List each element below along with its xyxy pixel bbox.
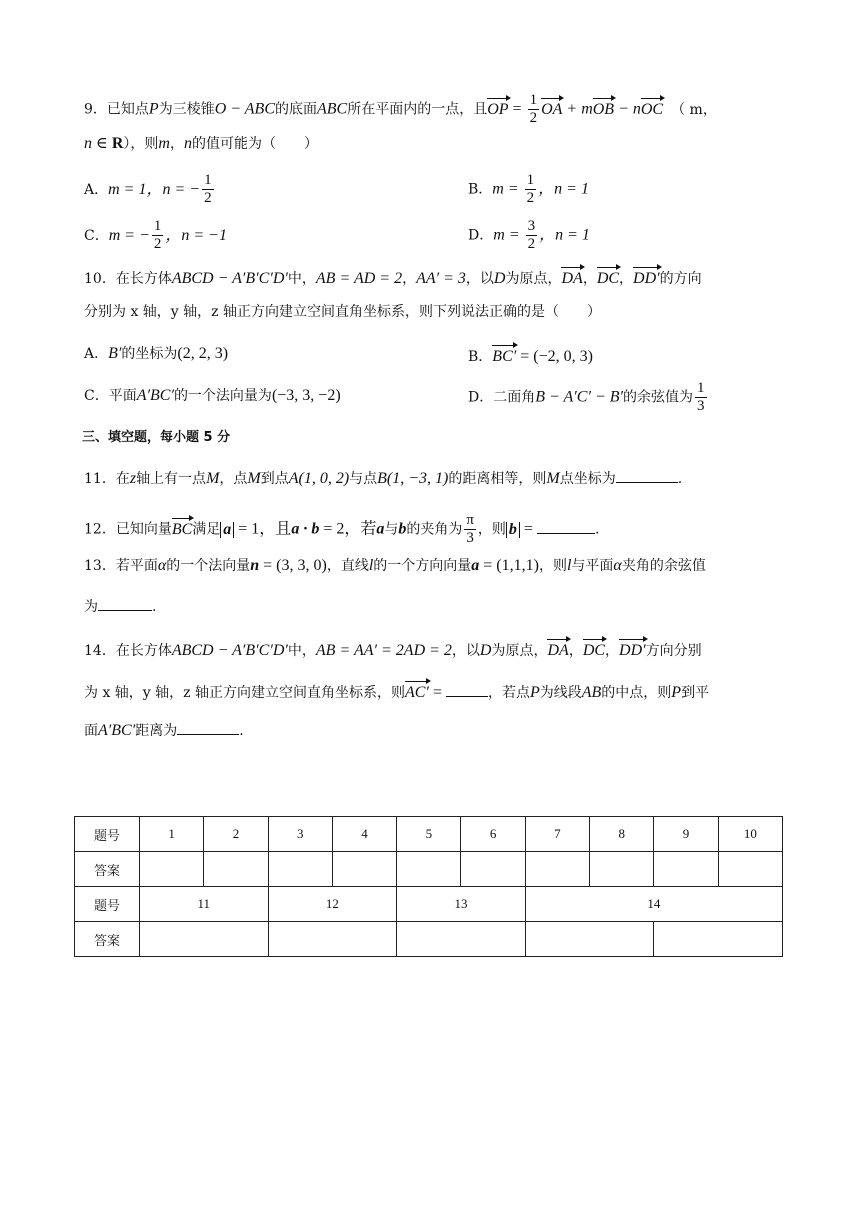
fraction-num: 1 [526, 172, 535, 188]
q9-option-a [84, 172, 216, 206]
option-math: B − A′C′ − B′ [535, 388, 624, 406]
answer-cell[interactable] [525, 852, 589, 887]
fraction-pi-third [464, 512, 476, 547]
q10-ab: AB = AD = 2 [315, 270, 403, 287]
fraction [525, 172, 537, 207]
q14-text: 为原点， [491, 643, 548, 659]
option-text: 的余弦值为 [623, 389, 694, 406]
option-label: A． [84, 346, 109, 362]
fraction [695, 380, 707, 415]
q14-text: ，若点 [487, 685, 530, 701]
q9-option-c [84, 218, 227, 252]
q12-text: 12．已知向量 [84, 521, 172, 538]
q10-options-row1 [84, 344, 593, 365]
option-math: ，n = 1 [539, 226, 590, 244]
q14-line3 [84, 720, 244, 741]
q12-math: a [223, 520, 232, 538]
q14-math: ABCD − A′B′C′D′ [171, 642, 288, 659]
q9-stem-line2 [84, 134, 318, 154]
option-label: B． [468, 349, 493, 365]
q13-text: ，直线 [326, 558, 369, 574]
q13-line1 [84, 556, 706, 576]
q10-text: ， [582, 271, 597, 287]
q14-math: AB [581, 684, 602, 701]
q12-math: b [398, 520, 407, 538]
option-label: C． [84, 227, 109, 244]
q11-text: 的距离相等，则 [448, 471, 547, 487]
option-math: ，n = 1 [538, 180, 589, 198]
fraction-num: 1 [153, 218, 162, 234]
answer-cell[interactable] [461, 852, 525, 887]
q14-math: D [479, 642, 492, 659]
table-cell: 11 [140, 887, 269, 922]
fraction-num: 1 [204, 172, 212, 188]
q9-tetrahedron: O − ABC [214, 100, 275, 118]
q13-math: = (3, 3, 0) [259, 557, 327, 574]
q10-text: 10．在长方体 [84, 271, 172, 287]
answer-cell[interactable] [718, 852, 782, 887]
q9-text: ， [169, 136, 184, 152]
vector-ob: OB [593, 97, 614, 120]
q10-text: 为原点， [505, 271, 562, 287]
fraction-den: 2 [153, 236, 162, 252]
q9-options-row1 [84, 172, 589, 207]
q10-text: ， [619, 271, 634, 287]
option-label: D．二面角 [468, 389, 536, 406]
q14-math: AB = AA′ = 2AD = 2 [315, 642, 452, 659]
q10-option-b [468, 344, 593, 367]
q14-text: 为 x 轴，y 轴，z 轴正方向建立空间直角坐标系，则 [84, 685, 405, 701]
q10-text: 中， [287, 271, 316, 287]
q10-box: ABCD − A′B′C′D′ [171, 270, 288, 287]
q12-text: ，则 [477, 521, 506, 538]
table-cell: 6 [461, 817, 525, 852]
fraction-den: 2 [527, 236, 536, 252]
q12-math: = [519, 520, 537, 538]
table-cell: 4 [332, 817, 396, 852]
table-head-cell: 答案 [75, 852, 140, 887]
q9-eq: = [508, 100, 526, 118]
q10-d: D [493, 270, 506, 287]
q11-math: A(1, 0, 2) [288, 470, 350, 487]
fraction [526, 218, 538, 253]
answer-cell[interactable] [654, 922, 783, 957]
q13-math: a [471, 557, 480, 574]
q9-plus-m: + m [562, 100, 593, 118]
q9-point-p: P [148, 100, 159, 118]
q11-text: 到点 [260, 471, 289, 487]
vector-op: OP [487, 97, 508, 120]
table-head-cell: 题号 [75, 817, 140, 852]
table-cell: 9 [654, 817, 718, 852]
option-label: C．平面 [84, 388, 137, 404]
answer-cell[interactable] [654, 852, 718, 887]
answer-blank[interactable] [177, 720, 239, 735]
option-math: m = [492, 180, 523, 198]
q12-text: . [594, 521, 600, 538]
answer-cell[interactable] [140, 852, 204, 887]
q9-text: 9．已知点 [84, 101, 149, 118]
table-cell: 12 [268, 887, 397, 922]
q10-text: ，以 [465, 271, 494, 287]
fraction-den: 2 [529, 110, 538, 126]
q11-math: B(1, −3, 1) [377, 470, 449, 487]
option-math: A′BC′ [136, 387, 174, 404]
q10-option-d [468, 380, 709, 415]
q12-math: a · b [291, 520, 320, 538]
q9-stem-line1 [84, 92, 717, 127]
answer-cell[interactable] [397, 922, 526, 957]
table-cell: 2 [204, 817, 268, 852]
q12-math: = 2，若 [319, 520, 377, 538]
table-cell: 14 [525, 887, 782, 922]
q12-line [84, 512, 599, 547]
answer-cell[interactable] [268, 852, 332, 887]
table-head-cell: 题号 [75, 887, 140, 922]
option-math: m = − [108, 226, 150, 244]
fraction-den: 3 [466, 530, 474, 546]
q13-text: ，则 [538, 558, 567, 574]
q14-text: ，以 [451, 643, 480, 659]
fraction-half [528, 92, 540, 127]
answer-table [74, 816, 783, 957]
q14-text: 面 [84, 723, 98, 739]
q9-text: （ m， [671, 101, 717, 118]
q13-math: = (1,1,1) [479, 557, 539, 574]
answer-cell[interactable] [525, 922, 654, 957]
q12-text: 满足 [192, 521, 221, 538]
q12-text: 与 [384, 521, 399, 538]
q13-text: 与平面 [571, 558, 614, 574]
option-math: (−3, 3, −2) [271, 387, 341, 404]
q13-text: 13．若平面 [84, 558, 158, 574]
option-label: B． [468, 181, 493, 198]
table-cell: 10 [718, 817, 782, 852]
table-cell: 5 [397, 817, 461, 852]
table-cell: 3 [268, 817, 332, 852]
q11-text: 11．在 [84, 471, 130, 487]
q13-text: . [152, 599, 157, 615]
q13-text: 的一个法向量 [166, 558, 251, 574]
q9-n: n [183, 135, 192, 152]
q11-text: ，点 [219, 471, 248, 487]
q12-math: a [376, 520, 385, 538]
q14-math: = [428, 684, 446, 701]
q10-text: 分别为 x 轴，y 轴，z 轴正方向建立空间直角坐标系，则下列说法正确的是（ ） [84, 304, 601, 320]
option-math: B′ [108, 345, 122, 362]
q14-math: P [671, 684, 682, 701]
option-math: ，n = −1 [165, 226, 227, 244]
option-text: 的坐标为 [121, 346, 178, 362]
fraction-num: 3 [527, 218, 536, 234]
table-head-cell: 答案 [75, 922, 140, 957]
q14-math: A′BC′ [98, 722, 136, 739]
q10-text: 的方向 [659, 271, 702, 287]
answer-blank[interactable] [98, 596, 152, 611]
q11-text: 点坐标为 [559, 471, 616, 487]
section-title: 三、填空题，每小题 5 分 [82, 430, 231, 445]
q10-text: ， [402, 271, 417, 287]
vector-da: DA [561, 266, 582, 289]
q14-text: 到平 [681, 685, 710, 701]
q13-text: 的一个方向向量 [373, 558, 472, 574]
q11-math: M [206, 470, 220, 487]
q14-text: 方向分别 [645, 643, 702, 659]
q13-math: l [368, 557, 374, 574]
q13-text: 夹角的余弦值 [621, 558, 706, 574]
fraction-num: π [466, 512, 474, 528]
q12-math: = 1，且 [234, 520, 292, 538]
answer-cell[interactable] [397, 852, 461, 887]
q14-text: ， [568, 643, 583, 659]
option-math: m = 1，n = − [108, 180, 201, 198]
q10-option-c [84, 388, 341, 404]
vector-dc: DC [583, 638, 605, 661]
q9-m: m [158, 135, 170, 152]
option-math: = (−2, 0, 3) [516, 348, 593, 365]
q14-text: 为线段 [539, 685, 582, 701]
q13-math: n [250, 557, 260, 574]
q11-text: 轴上有一点 [136, 471, 207, 487]
option-text: 的一个法向量为 [173, 388, 272, 404]
q9-text: ），则 [123, 136, 159, 152]
fraction-num: 1 [697, 380, 705, 396]
vector-bc: BC [172, 517, 192, 540]
option-math: (2, 2, 3) [177, 345, 229, 362]
table-row [75, 852, 783, 887]
q9-minus-n: − n [614, 100, 641, 118]
q9-reals: R [111, 135, 124, 152]
vector-dd: DD′ [633, 266, 660, 289]
answer-cell[interactable] [140, 922, 269, 957]
q11-math: M [247, 470, 261, 487]
q13-line2 [84, 596, 156, 617]
q11-line [84, 468, 682, 489]
fraction-num: 1 [529, 92, 538, 108]
q11-math: M [546, 470, 560, 487]
q9-option-d [468, 218, 590, 253]
q12-math: b [508, 520, 517, 538]
answer-cell[interactable] [204, 852, 268, 887]
q13-text: 为 [84, 599, 98, 615]
q14-text: 14．在长方体 [84, 643, 172, 659]
q10-stem-line2 [84, 302, 601, 322]
fraction-den: 2 [204, 190, 212, 206]
q11-text: 与点 [349, 471, 378, 487]
q9-option-b [468, 172, 589, 207]
fraction [152, 218, 164, 253]
q14-text: 距离为 [135, 723, 178, 739]
q9-text: 的底面 [274, 101, 317, 118]
q12-text: 的夹角为 [406, 521, 463, 538]
q10-options-row2 [84, 380, 705, 414]
answer-cell[interactable] [590, 852, 654, 887]
q10-option-a [84, 346, 228, 362]
answer-blank[interactable] [446, 682, 488, 697]
q14-text: 的中点，则 [601, 685, 672, 701]
q9-n-in: n ∈ [84, 135, 112, 152]
q14-math: P [529, 684, 540, 701]
q14-text: ， [605, 643, 620, 659]
q9-text: 为三棱锥 [158, 101, 215, 118]
q14-text: 中， [287, 643, 316, 659]
option-label: D． [468, 227, 494, 244]
vector-ac: AC′ [405, 680, 429, 703]
table-row [75, 887, 783, 922]
answer-cell[interactable] [332, 852, 396, 887]
table-cell: 8 [590, 817, 654, 852]
q11-math: z [129, 470, 137, 487]
answer-cell[interactable] [268, 922, 397, 957]
vector-dd: DD′ [619, 638, 646, 661]
vector-dc: DC [597, 266, 619, 289]
q14-line2 [84, 680, 709, 703]
q9-base: ABC [316, 100, 348, 118]
q11-text: . [677, 471, 683, 487]
q13-math: α [613, 557, 622, 574]
q14-text: . [239, 723, 244, 739]
q9-text: 所在平面内的一点，且 [347, 101, 488, 118]
vector-da: DA [547, 638, 568, 661]
table-row [75, 922, 783, 957]
q10-stem-line1 [84, 266, 702, 289]
fraction [202, 172, 214, 207]
fraction-den: 2 [526, 190, 535, 206]
option-math: m = [493, 226, 524, 244]
q9-options-row2 [84, 218, 590, 253]
vector-bc: BC′ [492, 344, 516, 367]
vector-oc: OC [641, 97, 663, 120]
table-cell: 1 [140, 817, 204, 852]
q13-math: l [566, 557, 572, 574]
fraction-den: 3 [697, 398, 705, 414]
q9-text: 的值可能为（ ） [191, 136, 318, 152]
answer-blank[interactable] [616, 468, 678, 483]
option-label: A． [84, 181, 109, 198]
q13-math: α [157, 557, 167, 574]
q14-line1 [84, 638, 702, 661]
table-cell: 13 [397, 887, 526, 922]
q10-aa: AA′ = 3 [416, 270, 466, 287]
table-row [75, 817, 783, 852]
answer-blank[interactable] [537, 519, 595, 534]
vector-oa: OA [541, 97, 562, 120]
table-cell: 7 [525, 817, 589, 852]
